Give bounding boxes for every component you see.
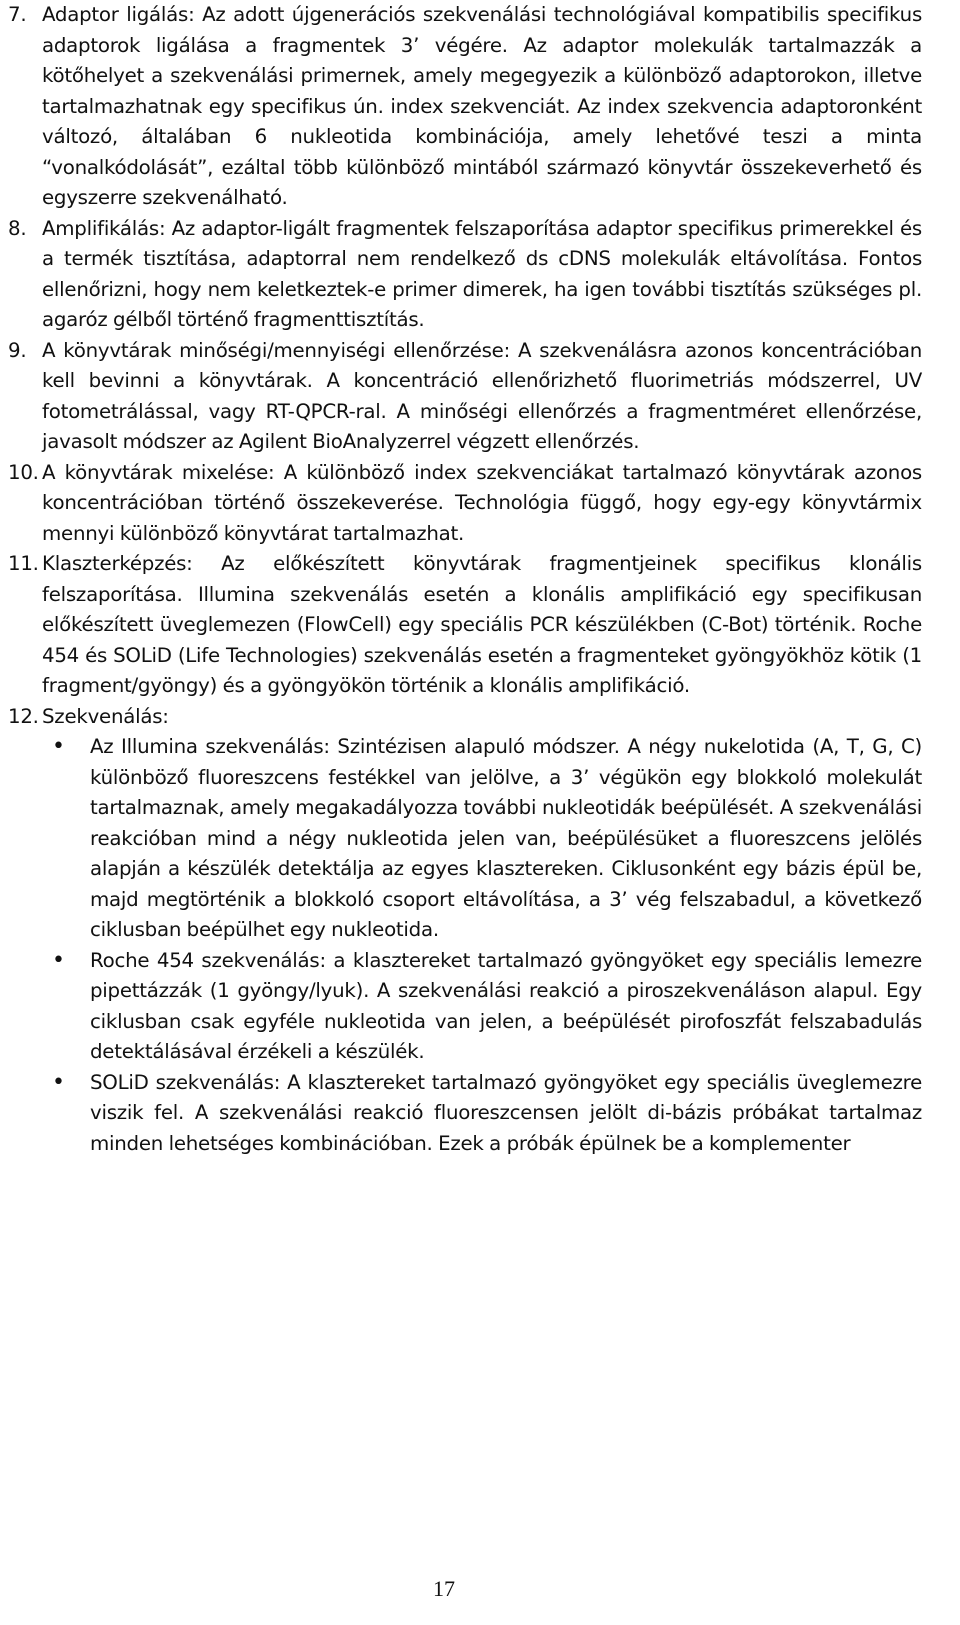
bullet-item-text: Roche 454 szekvenálás: a klasztereket tartalmazó gyöngyöket egy speciális lemezre pipettázzák (1 gyöngy/lyuk). A szekvenálási reakció a piroszekvenáláson alapul. Egy ciklusban csak egyféle nukleotida van jelen, a beépülését pirofoszfát felszabadulás detektálásával érzékeli a készülék. — [90, 948, 922, 1063]
list-item-7 — [8, 0, 922, 214]
bullet-icon: • — [52, 947, 65, 973]
bullet-list — [8, 732, 922, 1159]
bullet-item-text: Az Illumina szekvenálás: Szintézisen alapuló módszer. A négy nukelotida (A, T, G, C) különböző fluoreszcens festékkel van jelölve, a 3’ végükön egy blokkoló molekulát tartalmaznak, amely megakadályozza további nukleotidák beépülését. A szekvenálási reakcióban mind a négy nukleotida jelen van, beépülésüket a fluoreszcens jelölés alapján a készülék detektálja az egyes klasztereken. Ciklusonként egy bázis épül be, majd megtörténik a blokkoló csoport eltávolítása, a 3’ vég felszabadul, a következő ciklusban beépülhet egy nukleotida. — [90, 735, 922, 941]
list-item-9 — [8, 336, 922, 458]
bullet-icon: • — [52, 1069, 65, 1095]
list-item-text: Szekvenálás: — [42, 704, 169, 728]
list-item-text: Klaszterképzés: Az előkészített könyvtárak fragmentjeinek specifikus klonális felszaporítása. Illumina szekvenálás esetén a klonális amplifikáció egy specifikusan előkészített üveglemezen (FlowCell) egy speciális PCR készülékben (C-Bot) történik. Roche 454 és SOLiD (Life Technologies) szekvenálás esetén a fragmenteket gyöngyökhöz kötik (1 fragment/gyöngy) és a gyöngyökön történik a klonális amplifikáció. — [42, 552, 922, 697]
list-item-text: A könyvtárak mixelése: A különböző index szekvenciákat tartalmazó könyvtárak azonos koncentrációban történő összekeverése. Technológia függő, hogy egy-egy könyvtármix mennyi különböző könyvtárat tartalmazhat. — [42, 460, 922, 545]
list-number: 12. — [8, 704, 39, 728]
bullet-item-illumina — [8, 732, 922, 946]
bullet-item-roche — [8, 946, 922, 1068]
list-number: 8. — [8, 216, 27, 240]
bullet-item-text: SOLiD szekvenálás: A klasztereket tartalmazó gyöngyöket egy speciális üveglemezre viszik fel. A szekvenálási reakció fluoreszcensen jelölt di-bázis próbákat tartalmaz minden lehetséges kombinációban. Ezek a próbák épülnek be a komplementer — [90, 1070, 922, 1155]
list-item-11 — [8, 549, 922, 702]
list-item-text: A könyvtárak minőségi/mennyiségi ellenőrzése: A szekvenálásra azonos koncentrációban kell bevinni a könyvtárak. A koncentráció ellenőrizhető fluorimetriás módszerrel, UV fotometrálással, vagy RT-QPCR-ral. A minőségi ellenőrzés a fragmentméret ellenőrzése, javasolt módszer az Agilent BioAnalyzerrel végzett ellenőrzés. — [42, 338, 922, 453]
bullet-icon: • — [52, 734, 65, 759]
list-item-text: Amplifikálás: Az adaptor-ligált fragmentek felszaporítása adaptor specifikus primerekkel és a termék tisztítása, adaptorral nem rendelkező ds cDNS molekulák eltávolítása. Fontos ellenőrizni, hogy nem keletkeztek-e primer dimerek, ha igen további tisztítás szükséges pl. agaróz gélből történő fragmenttisztítás. — [42, 216, 922, 331]
bullet-item-solid — [8, 1068, 922, 1160]
page-number: 17 — [433, 1576, 455, 1601]
numbered-list — [8, 0, 922, 732]
list-item-12 — [8, 702, 922, 733]
list-item-text: Adaptor ligálás: Az adott újgenerációs szekvenálási technológiával kompatibilis specifikus adaptorok ligálása a fragmentek 3’ végére. Az adaptor molekulák tartalmazzák a kötőhelyet a szekvenálási primernek, amely megegyezik a különböző adaptorokon, illetve tartalmazhatnak egy specifikus ún. index szekvenciát. Az index szekvencia adaptoronként változó, általában 6 nukleotida kombinációja, amely lehetővé teszi a minta “vonalkódolását”, ezáltal több különböző mintából származó könyvtár összekeverhető és egyszerre szekvenálható. — [42, 3, 922, 209]
list-item-10 — [8, 458, 922, 550]
list-number: 7. — [8, 3, 27, 26]
list-number: 11. — [8, 552, 39, 575]
list-number: 9. — [8, 338, 27, 362]
list-number: 10. — [8, 460, 39, 484]
body-text — [8, 0, 922, 1159]
list-item-8 — [8, 214, 922, 336]
